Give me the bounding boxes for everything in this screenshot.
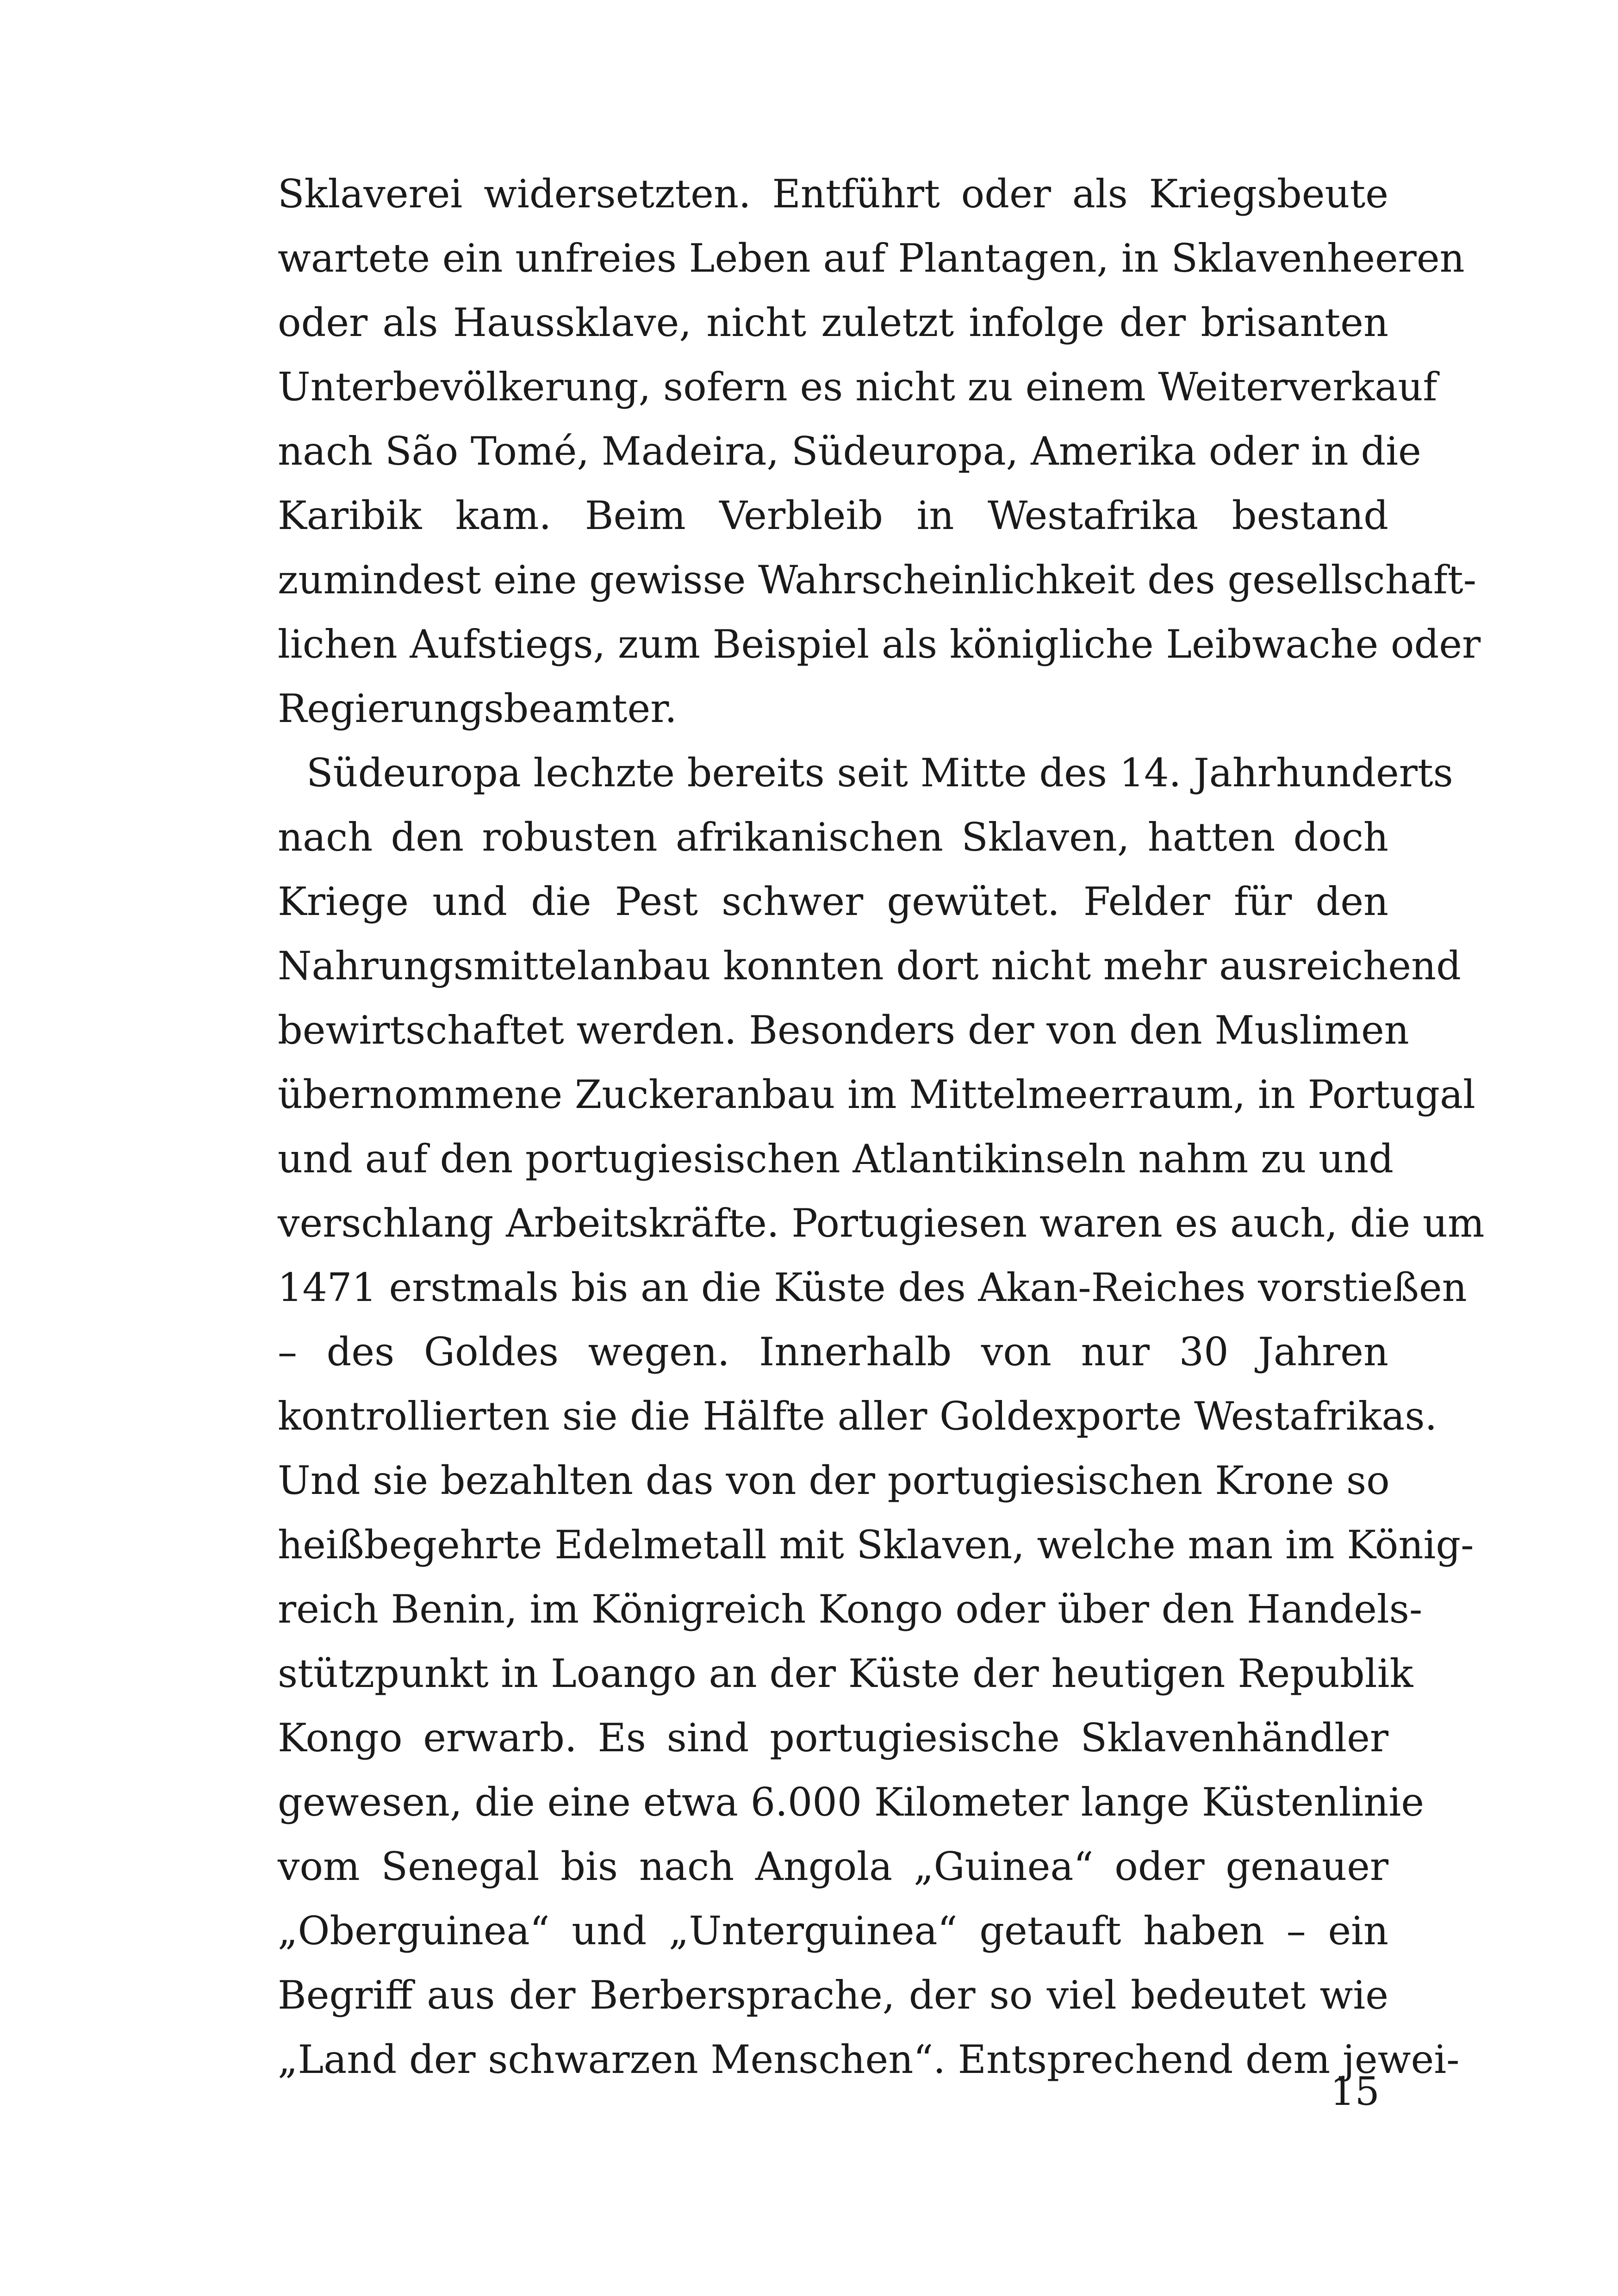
paragraph-2 — [278, 741, 1485, 2092]
text-line: Kriege und die Pest schwer gewütet. Felder für den — [278, 879, 1388, 924]
text-line: bewirtschaftet werden. Besonders der von den Muslimen — [278, 1008, 1409, 1053]
text-line: „Oberguinea“ und „Unterguinea“ getauft haben – ein — [278, 1908, 1388, 1954]
text-line: nach den robusten afrikanischen Sklaven, hatten doch — [278, 815, 1388, 860]
text-line: heißbegehrte Edelmetall mit Sklaven, welche man im König- — [278, 1522, 1474, 1568]
text-line: verschlang Arbeitskräfte. Portugiesen waren es auch, die um — [278, 1201, 1485, 1246]
text-line: Nahrungsmittelanbau konnten dort nicht mehr ausreichend — [278, 943, 1461, 989]
text-line: vom Senegal bis nach Angola „Guinea“ oder genauer — [278, 1844, 1388, 1889]
text-line: kontrollierten sie die Hälfte aller Goldexporte Westafrikas. — [278, 1394, 1438, 1439]
text-line: – des Goldes wegen. Innerhalb von nur 30 Jahren — [278, 1329, 1388, 1375]
text-line: Kongo erwarb. Es sind portugiesische Sklavenhändler — [278, 1715, 1388, 1761]
text-line: und auf den portugiesischen Atlantikinseln nahm zu und — [278, 1136, 1394, 1182]
text-line: lichen Aufstiegs, zum Beispiel als königliche Leibwache oder — [278, 622, 1481, 667]
text-line: Regierungsbeamter. — [278, 686, 677, 731]
text-line: „Land der schwarzen Menschen“. Entsprechend dem jewei- — [278, 2037, 1460, 2082]
text-line: Sklaverei widersetzten. Entführt oder als Kriegsbeute — [278, 171, 1388, 217]
text-line: Karibik kam. Beim Verbleib in Westafrika bestand — [278, 493, 1388, 538]
paragraph-1 — [278, 162, 1481, 741]
text-line: Unterbevölkerung, sofern es nicht zu einem Weiterverkauf — [278, 364, 1438, 410]
text-line: Begriff aus der Berbersprache, der so viel bedeutet wie — [278, 1972, 1388, 2018]
body-text — [278, 162, 1485, 2092]
text-line: stützpunkt in Loango an der Küste der heutigen Republik — [278, 1651, 1413, 1696]
text-line: 1471 erstmals bis an die Küste des Akan-Reiches vorstießen — [278, 1265, 1467, 1310]
text-line: übernommene Zuckeranbau im Mittelmeerraum, in Portugal — [278, 1072, 1475, 1117]
text-line: oder als Haussklave, nicht zuletzt infolge der brisanten — [278, 300, 1388, 345]
text-line: Südeuropa lechzte bereits seit Mitte des 14. Jahrhunderts — [306, 750, 1453, 796]
text-line: Und sie bezahlten das von der portugiesischen Krone so — [278, 1458, 1390, 1503]
page-number: 15 — [1330, 2069, 1380, 2114]
text-line: nach São Tomé, Madeira, Südeuropa, Amerika oder in die — [278, 429, 1421, 474]
text-line: gewesen, die eine etwa 6.000 Kilometer lange Küstenlinie — [278, 1780, 1424, 1825]
text-line: wartete ein unfreies Leben auf Plantagen, in Sklavenheeren — [278, 236, 1465, 281]
text-line: zumindest eine gewisse Wahrscheinlichkeit des gesellschaft- — [278, 557, 1476, 603]
text-line: reich Benin, im Königreich Kongo oder über den Handels- — [278, 1587, 1423, 1632]
